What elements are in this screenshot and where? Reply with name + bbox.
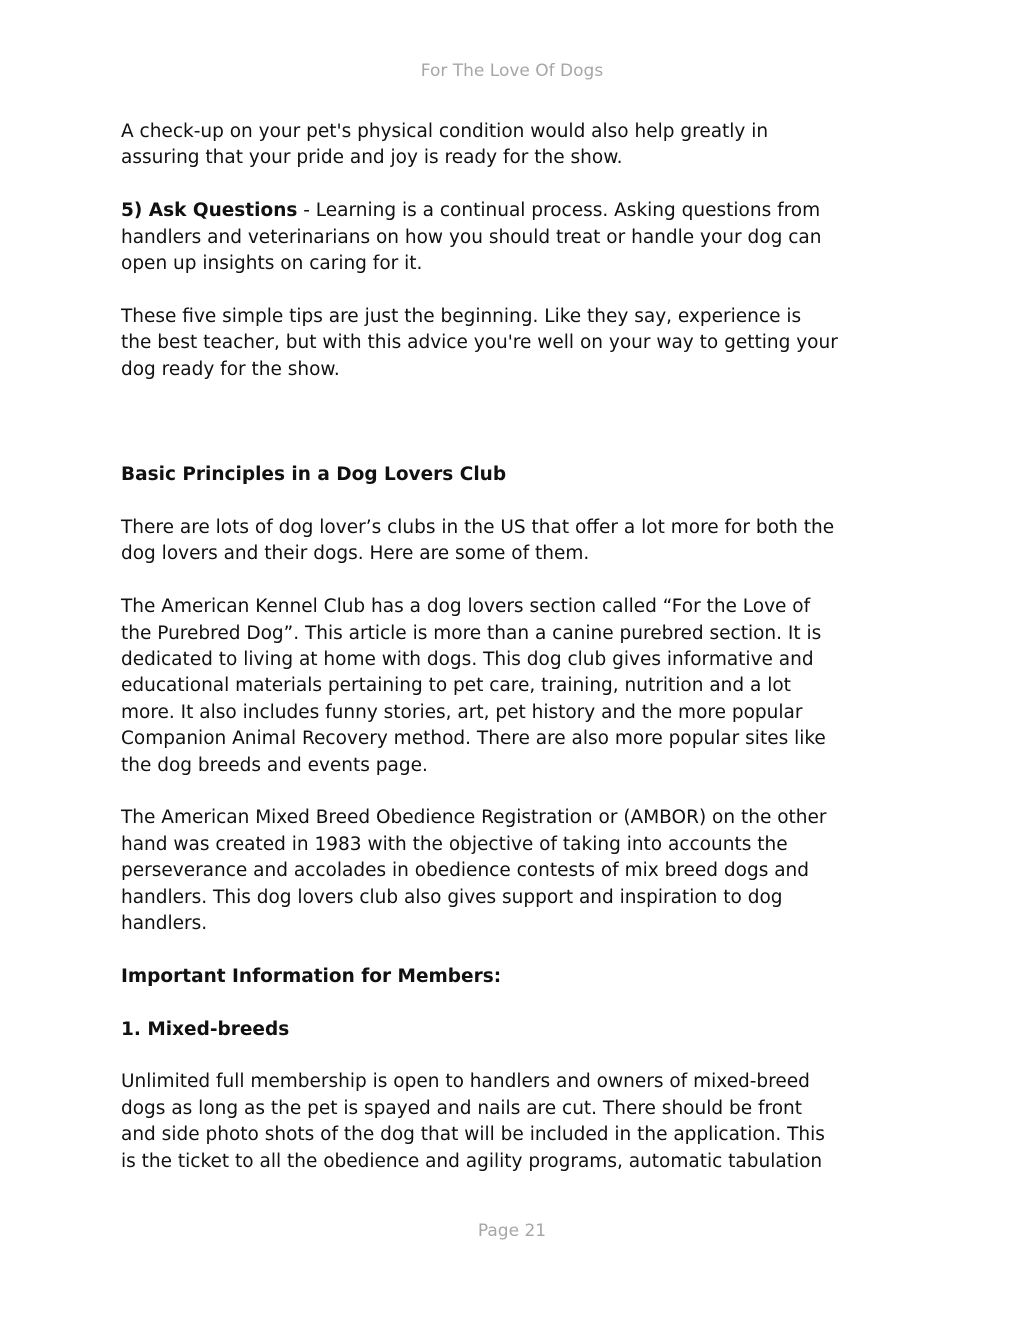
text-line: the Purebred Dog”. This article is more than a canine purebred section. It is [121, 622, 822, 644]
text-line: is the ticket to all the obedience and agility programs, automatic tabulation [121, 1150, 823, 1172]
text-line: handlers and veterinarians on how you should treat or handle your dog can [121, 226, 822, 248]
text-line: educational materials pertaining to pet care, training, nutrition and a lot [121, 675, 791, 697]
ask-questions-first-line: - Learning is a continual process. Asking questions from [297, 200, 821, 222]
text-line: A check-up on your pet's physical condition would also help greatly in [121, 121, 769, 142]
text-line: Unlimited full membership is open to handlers and owners of mixed-breed [121, 1071, 810, 1093]
text-line: open up insights on caring for it. [121, 253, 423, 275]
section-heading-text: Basic Principles in a Dog Lovers Club [121, 464, 507, 486]
page-number: Page 21 [477, 1221, 547, 1241]
text-line: dog ready for the show. [121, 358, 340, 380]
section-spacer [121, 409, 911, 462]
five-tips-paragraph [121, 304, 911, 383]
text-line [121, 198, 911, 224]
ask-questions-paragraph [121, 198, 911, 277]
ambor-paragraph [121, 805, 911, 937]
akc-paragraph [121, 594, 911, 779]
text-line: There are lots of dog lover’s clubs in the US that offer a lot more for both the [121, 517, 835, 539]
text-line: The American Kennel Club has a dog lovers section called “For the Love of [121, 596, 811, 618]
members-heading-text: Important Information for Members: [121, 965, 502, 987]
text-line: and side photo shots of the dog that will be included in the application. This [121, 1124, 825, 1146]
page-body [121, 119, 911, 1201]
text-line: the best teacher, but with this advice you're well on your way to getting your [121, 332, 838, 354]
text-line: Companion Animal Recovery method. There are also more popular sites like [121, 728, 826, 750]
text-line: handlers. [121, 913, 208, 935]
text-line: handlers. This dog lovers club also gives support and inspiration to dog [121, 886, 783, 908]
checkup-paragraph [121, 119, 911, 172]
text-line: dogs as long as the pet is spayed and nails are cut. There should be front [121, 1097, 802, 1119]
text-line: dedicated to living at home with dogs. This dog club gives informative and [121, 649, 814, 671]
text-line: These five simple tips are just the beginning. Like they say, experience is [121, 305, 802, 327]
membership-paragraph [121, 1069, 911, 1175]
mixed-breeds-heading-text: 1. Mixed-breeds [121, 1018, 290, 1040]
text-line: hand was created in 1983 with the objective of taking into accounts the [121, 833, 788, 855]
clubs-intro-paragraph [121, 515, 911, 568]
text-line: more. It also includes funny stories, art, pet history and the more popular [121, 701, 803, 723]
text-line: dog lovers and their dogs. Here are some of them. [121, 543, 590, 565]
section-heading [121, 462, 911, 488]
text-line: The American Mixed Breed Obedience Registration or (AMBOR) on the other [121, 807, 827, 829]
text-line: assuring that your pride and joy is ready for the show. [121, 147, 623, 169]
mixed-breeds-heading [121, 1017, 911, 1043]
text-line: the dog breeds and events page. [121, 754, 428, 776]
ask-questions-lead: 5) Ask Questions [121, 200, 298, 222]
members-heading [121, 964, 911, 990]
running-header: For The Love Of Dogs [420, 61, 604, 81]
text-line: perseverance and accolades in obedience contests of mix breed dogs and [121, 860, 810, 882]
